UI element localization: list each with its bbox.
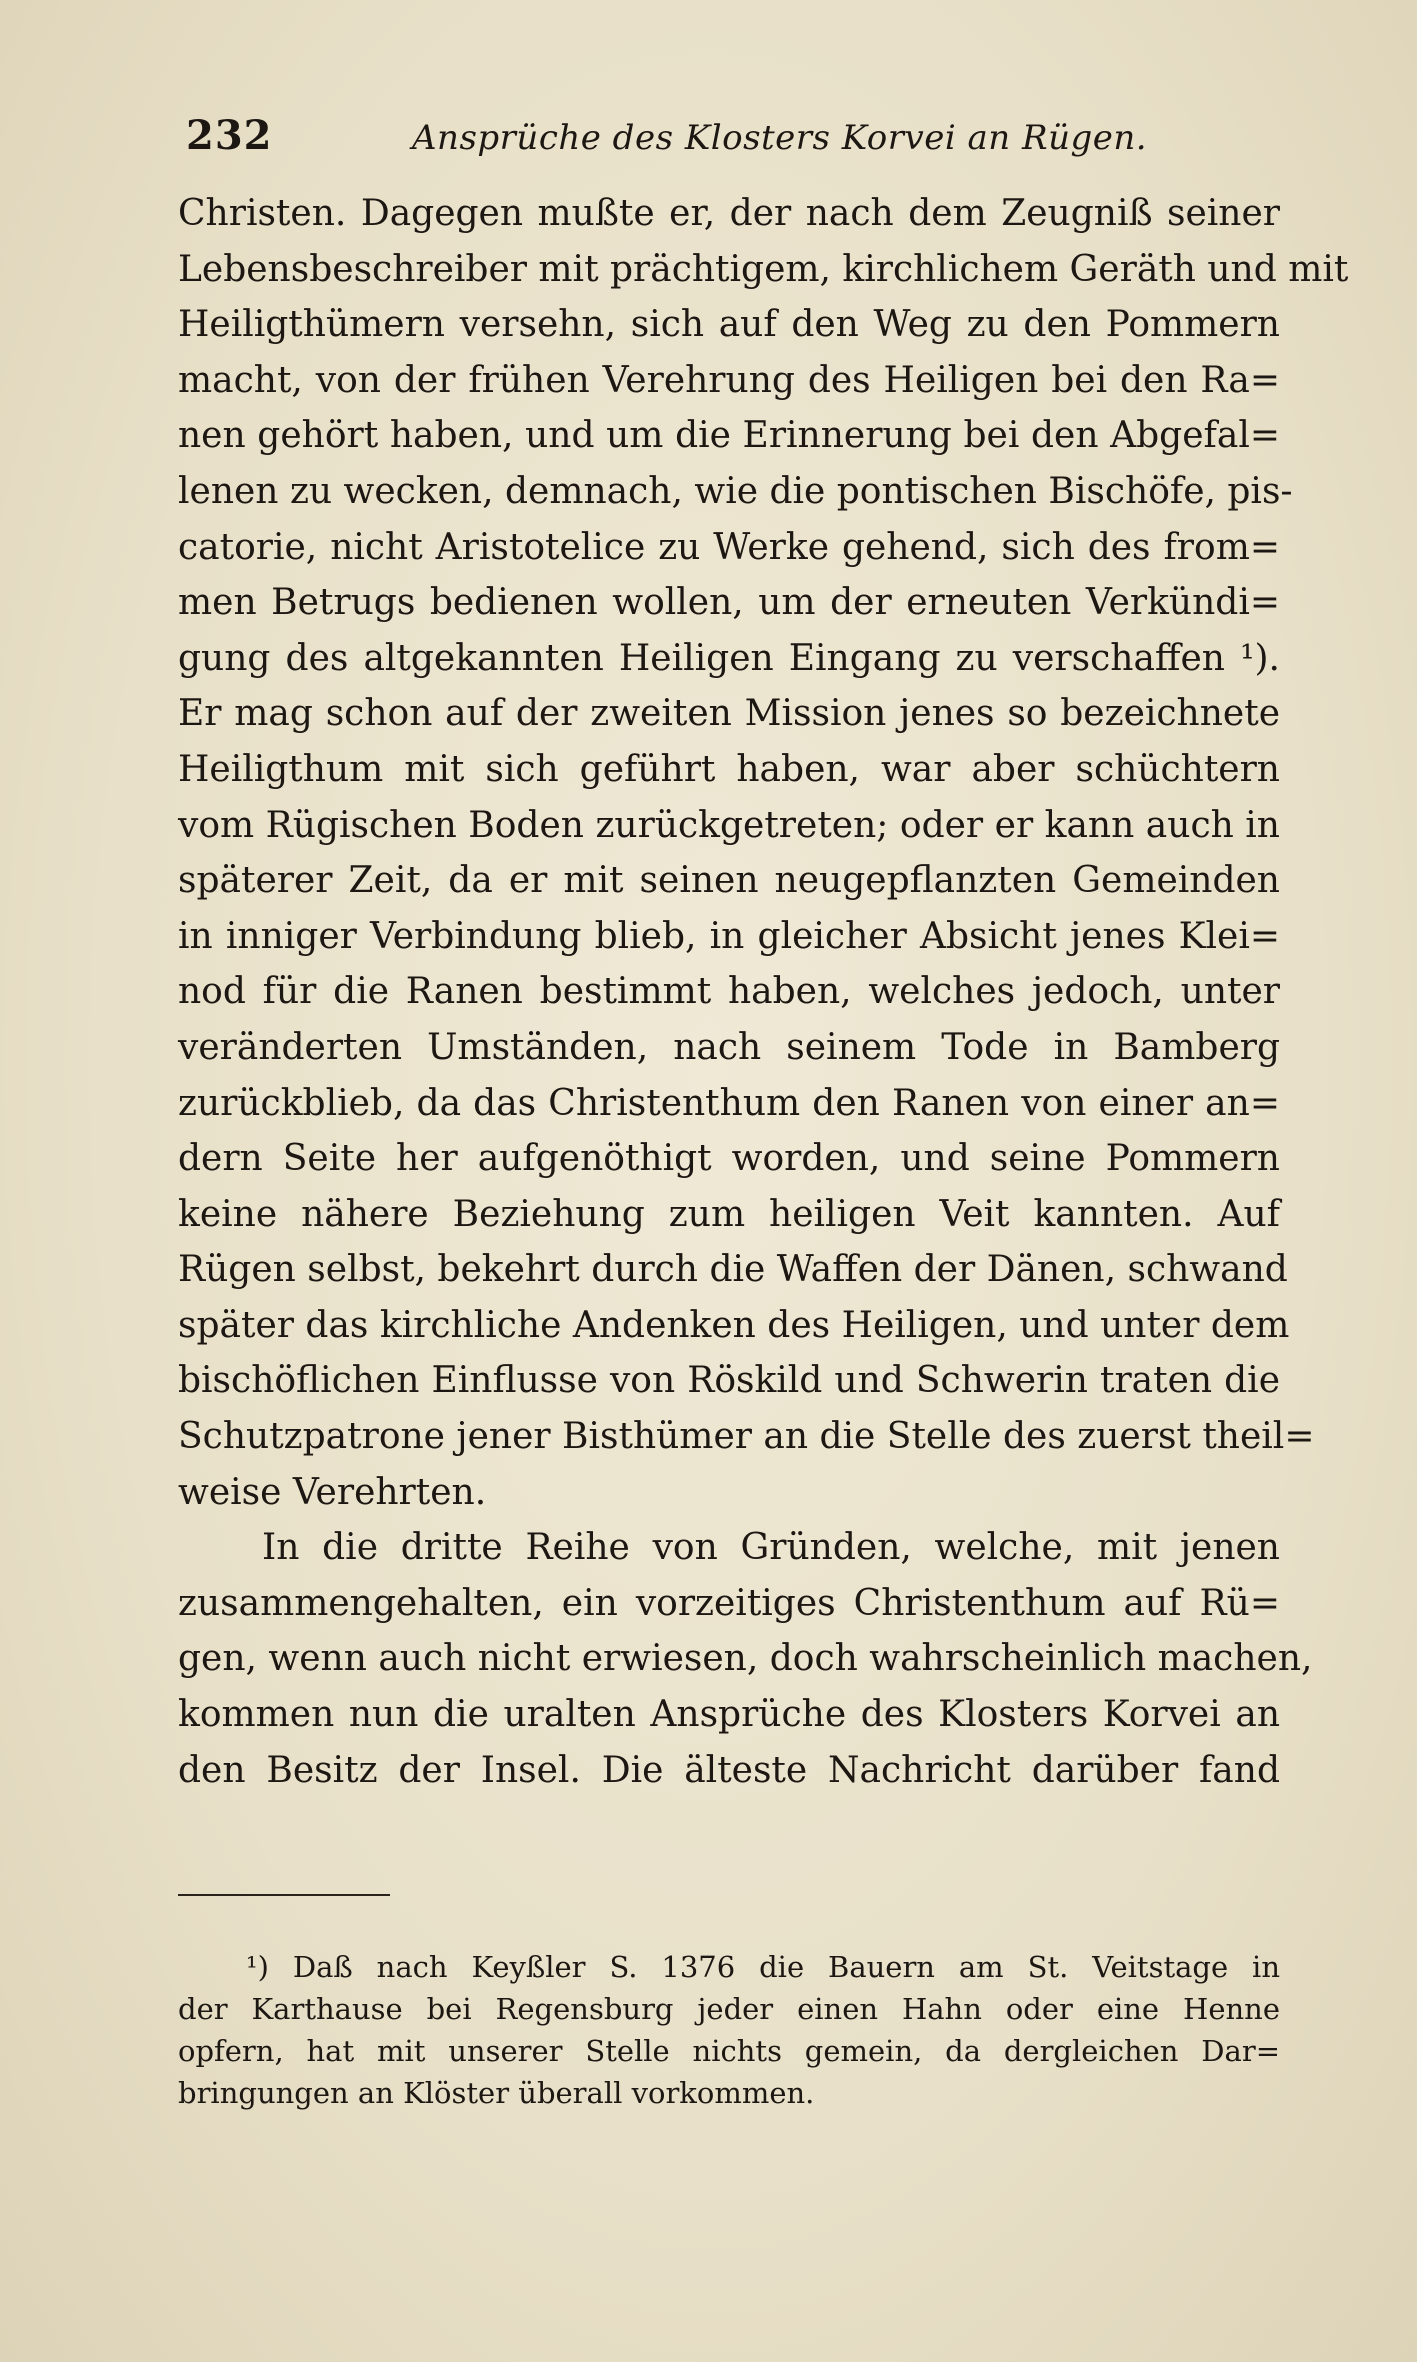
text-line: späterer Zeit, da er mit seinen neugepflanzten Gemeinden bbox=[178, 860, 1280, 902]
footnote-divider bbox=[178, 1894, 390, 1896]
text-line: In die dritte Reihe von Gründen, welche, mit jenen bbox=[262, 1527, 1280, 1569]
text-line: men Betrugs bedienen wollen, um der erneuten Verkündi= bbox=[178, 582, 1280, 624]
footnote-line: opfern, hat mit unserer Stelle nichts gemein, da dergleichen Dar= bbox=[178, 2034, 1280, 2068]
text-line: kommen nun die uralten Ansprüche des Klosters Korvei an bbox=[178, 1694, 1280, 1736]
text-line: später das kirchliche Andenken des Heiligen, und unter dem bbox=[178, 1304, 1290, 1346]
text-line: catorie, nicht Aristotelice zu Werke gehend, sich des from= bbox=[178, 526, 1280, 568]
page-header bbox=[186, 112, 1286, 172]
text-line: nen gehört haben, und um die Erinnerung bei den Abgefal= bbox=[178, 415, 1280, 457]
body-text bbox=[178, 186, 1349, 1798]
text-line: veränderten Umständen, nach seinem Tode in Bamberg bbox=[178, 1026, 1280, 1068]
footnote-line: ¹) Daß nach Keyßler S. 1376 die Bauern am St. Veitstage in bbox=[246, 1950, 1280, 1984]
text-line: Rügen selbst, bekehrt durch die Waffen der Dänen, schwand bbox=[178, 1249, 1288, 1291]
text-line: weise Verehrten. bbox=[178, 1471, 487, 1513]
footnote-line: bringungen an Klöster überall vorkommen. bbox=[178, 2076, 815, 2110]
footnote-line: der Karthause bei Regensburg jeder einen Hahn oder eine Henne bbox=[178, 1992, 1280, 2026]
text-line: in inniger Verbindung blieb, in gleicher Absicht jenes Klei= bbox=[178, 915, 1280, 957]
text-line: nod für die Ranen bestimmt haben, welches jedoch, unter bbox=[178, 971, 1280, 1013]
running-title: Ansprüche des Klosters Korvei an Rügen. bbox=[412, 118, 1148, 158]
text-line: zusammengehalten, ein vorzeitiges Christenthum auf Rü= bbox=[178, 1582, 1280, 1624]
text-line: macht, von der frühen Verehrung des Heiligen bei den Ra= bbox=[178, 359, 1280, 401]
text-line: bischöflichen Einflusse von Röskild und Schwerin traten die bbox=[178, 1360, 1280, 1402]
text-line: zurückblieb, da das Christenthum den Ranen von einer an= bbox=[178, 1082, 1280, 1124]
text-line: vom Rügischen Boden zurückgetreten; oder er kann auch in bbox=[178, 804, 1280, 846]
text-line: lenen zu wecken, demnach, wie die pontischen Bischöfe, pis- bbox=[178, 470, 1293, 512]
text-line: Christen. Dagegen mußte er, der nach dem Zeugniß seiner bbox=[178, 193, 1280, 234]
text-line: gung des altgekannten Heiligen Eingang zu verschaffen ¹). bbox=[178, 637, 1280, 679]
text-line: Heiligthümern versehn, sich auf den Weg zu den Pommern bbox=[178, 304, 1280, 346]
text-line: Schutzpatrone jener Bisthümer an die Stelle des zuerst theil= bbox=[178, 1416, 1315, 1458]
text-line: keine nähere Beziehung zum heiligen Veit kannten. Auf bbox=[178, 1193, 1280, 1235]
text-line: Lebensbeschreiber mit prächtigem, kirchlichem Geräth und mit bbox=[178, 248, 1349, 290]
text-line: gen, wenn auch nicht erwiesen, doch wahrscheinlich machen, bbox=[178, 1638, 1313, 1680]
footnote bbox=[178, 1946, 1280, 2114]
text-line: den Besitz der Insel. Die älteste Nachricht darüber fand bbox=[178, 1749, 1280, 1791]
page-number: 232 bbox=[186, 112, 273, 159]
text-line: dern Seite her aufgenöthigt worden, und seine Pommern bbox=[178, 1138, 1280, 1180]
text-line: Er mag schon auf der zweiten Mission jenes so bezeichnete bbox=[178, 693, 1280, 735]
text-line: Heiligthum mit sich geführt haben, war aber schüchtern bbox=[178, 748, 1280, 790]
